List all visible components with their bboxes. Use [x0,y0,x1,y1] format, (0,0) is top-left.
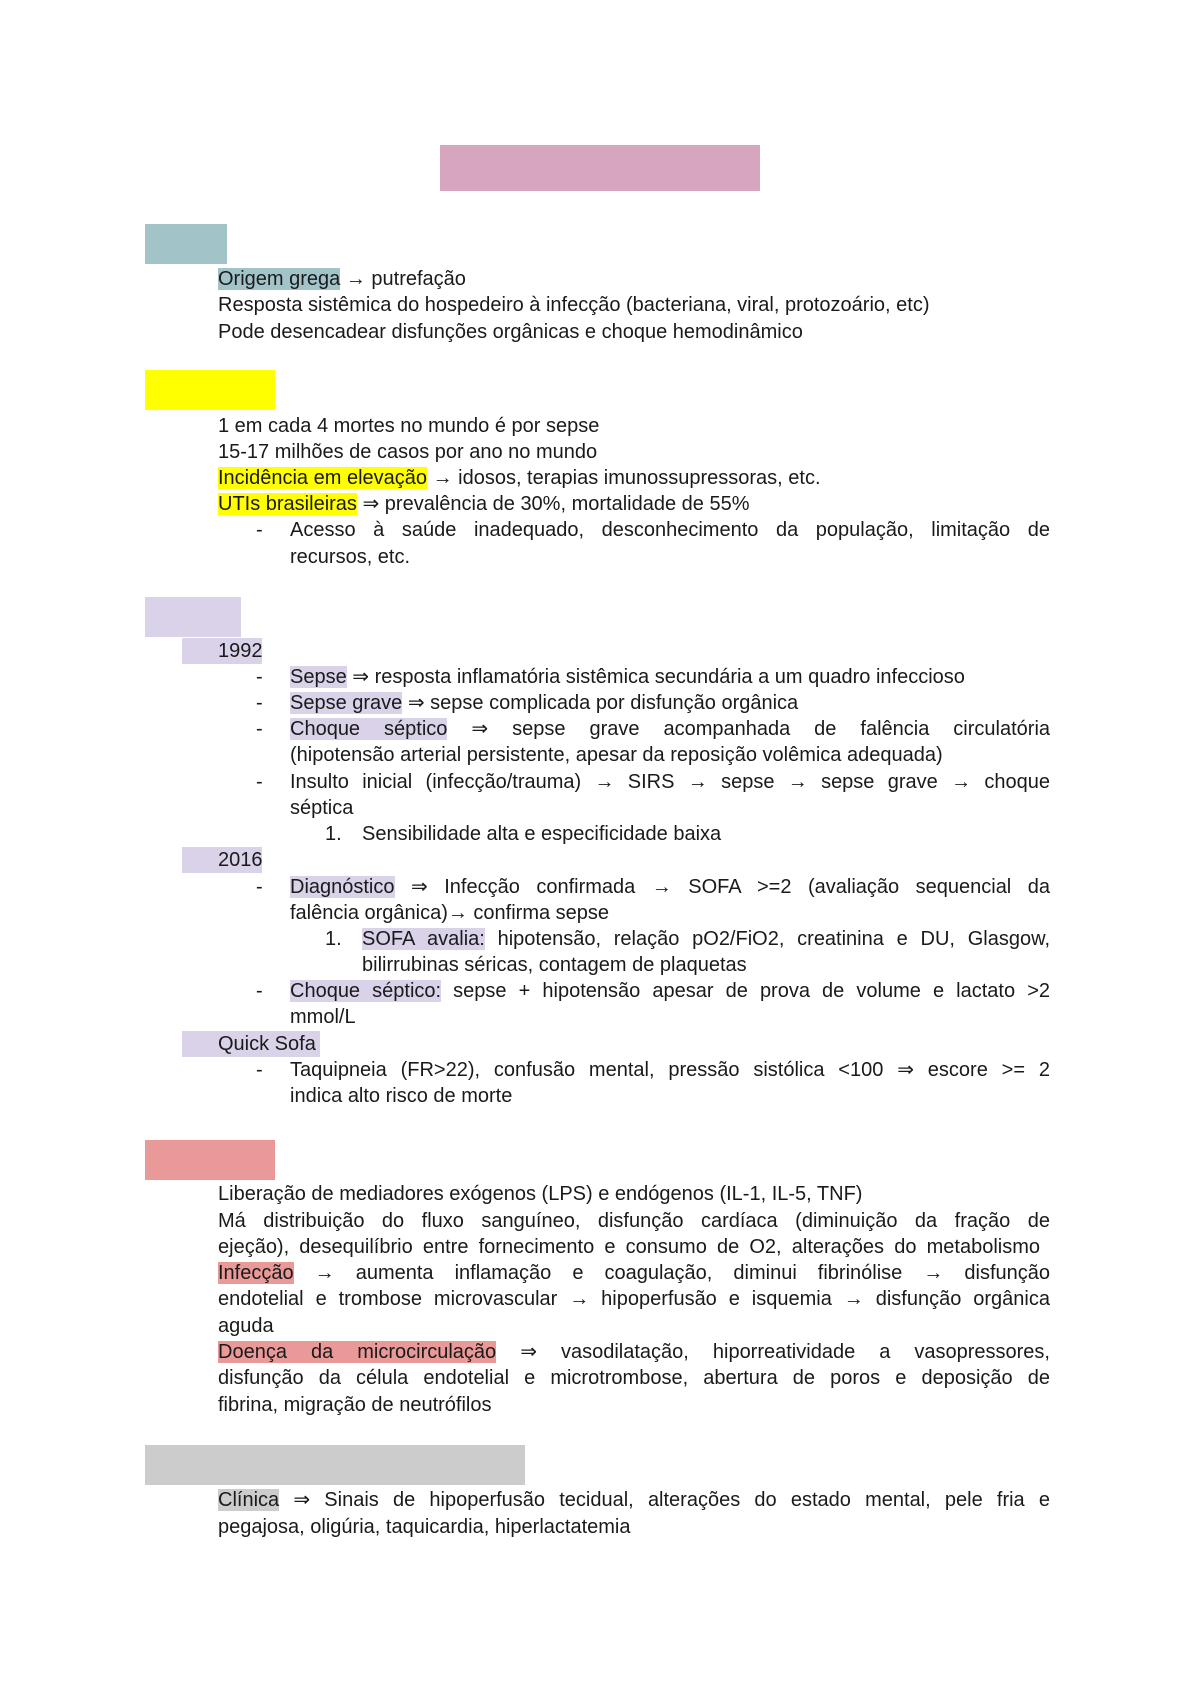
s3-choque-2016 [290,978,1050,1004]
s4-line-3: ejeção), desequilíbrio entre fornecimento e consumo de O2, alterações do metabolismo [218,1236,1040,1258]
bullet-dash: - [256,692,263,714]
s4-line-8: disfunção da célula endotelial e microtrombose, abertura de poros e deposição de [218,1367,1050,1389]
s1-line-3: Pode desencadear disfunções orgânicas e choque hemodinâmico [218,321,803,343]
bullet-dash: - [256,771,263,793]
s3-diagnostico-text: ⇒ Infecção confirmada → SOFA >=2 (avaliação sequencial da [394,876,1050,898]
s2-line-3 [218,465,821,491]
s3-taquipneia-2: indica alto risco de morte [290,1085,513,1107]
year-2016: 2016 [218,849,263,871]
s2-line-3-text: → idosos, terapias imunossupressoras, etc. [427,467,821,489]
s2-dash-1-a: Acesso à saúde inadequado, desconhecimento da população, limitação de [290,519,1050,541]
s2-dash-1-b: recursos, etc. [290,546,411,568]
s3-sepse-grave-text: ⇒ sepse complicada por disfunção orgânica [402,692,799,714]
highlight-sepse-grave: Sepse grave [290,692,403,714]
s5-line-1 [218,1487,1050,1513]
highlight-incidencia: Incidência em elevação [218,467,428,489]
s4-line-6: aguda [218,1315,274,1337]
s3-sepse-grave [290,690,798,716]
year-1992: 1992 [218,640,263,662]
bullet-dash: - [256,980,263,1002]
s5-line-1-text: ⇒ Sinais de hipoperfusão tecidual, alterações do estado mental, pele fria e [279,1489,1050,1511]
highlight-infeccao: Infecção [218,1262,294,1284]
s3-choque [290,716,1050,742]
highlight-choque-2016: Choque séptico: [290,980,442,1002]
s3-sepse-text: ⇒ resposta inflamatória sistêmica secundária a um quadro infeccioso [346,666,965,688]
s3-insulto: Insulto inicial (infecção/trauma) → SIRS → sepse → sepse grave → choque [290,771,1050,793]
highlight-sepse: Sepse [290,666,347,688]
numbered-marker-1: 1. [325,823,342,845]
s3-choque-2: (hipotensão arterial persistente, apesar da reposição volêmica adequada) [290,744,943,766]
section-header-clinical [145,1445,525,1485]
highlight-origem: Origem grega [218,268,341,290]
s3-choque-2016-text: sepse + hipotensão apesar de prova de volume e lactato >2 [441,980,1050,1002]
s3-taquipneia: Taquipneia (FR>22), confusão mental, pressão sistólica <100 ⇒ escore >= 2 [290,1059,1050,1081]
s2-line-4 [218,491,749,517]
s4-line-7-text: ⇒ vasodilatação, hiporreatividade a vasopressores, [496,1341,1050,1363]
highlight-utis: UTIs brasileiras [218,493,357,515]
bullet-dash: - [256,519,263,541]
bullet-dash: - [256,876,263,898]
s2-line-1: 1 em cada 4 mortes no mundo é por sepse [218,415,600,437]
s4-line-5: endotelial e trombose microvascular → hipoperfusão e isquemia → disfunção orgânica [218,1288,1050,1310]
highlight-sofa: SOFA avalia: [362,928,485,950]
bullet-dash: - [256,1059,263,1081]
s5-line-2: pegajosa, oligúria, taquicardia, hiperlactatemia [218,1516,631,1538]
s3-sensibilidade: Sensibilidade alta e especificidade baixa [362,823,722,845]
s1-line-2: Resposta sistêmica do hospedeiro à infecção (bacteriana, viral, protozoário, etc) [218,294,930,316]
numbered-marker-1: 1. [325,928,342,950]
s1-line-1-text: → putrefação [340,268,466,290]
s3-choque-text: ⇒ sepse grave acompanhada de falência circulatória [447,718,1051,740]
bullet-dash: - [256,718,263,740]
s3-sepse [290,664,965,690]
title-block [440,145,760,191]
s3-insulto-2: séptica [290,797,354,819]
quick-sofa: Quick Sofa [218,1033,316,1055]
s3-sofa-text: hipotensão, relação pO2/FiO2, creatinina e DU, Glasgow, [484,928,1050,950]
s4-line-1: Liberação de mediadores exógenos (LPS) e endógenos (IL-1, IL-5, TNF) [218,1183,863,1205]
s4-line-7 [218,1339,1050,1365]
s4-line-9: fibrina, migração de neutrófilos [218,1394,492,1416]
s4-line-2: Má distribuição do fluxo sanguíneo, disfunção cardíaca (diminuição da fração de [218,1210,1050,1232]
s2-line-2: 15-17 milhões de casos por ano no mundo [218,441,598,463]
highlight-doenca-microcirculacao: Doença da microcirculação [218,1341,497,1363]
section-header-pathophysiology [145,1140,275,1180]
s4-line-4 [218,1260,1050,1286]
highlight-diagnostico: Diagnóstico [290,876,395,898]
section-header-epidemiology [145,370,275,410]
s1-line-1 [218,266,466,292]
s3-sofa [362,926,1050,952]
s3-diagnostico-2: falência orgânica)→ confirma sepse [290,902,610,924]
highlight-choque: Choque séptico [290,718,448,740]
s3-choque-2016-2: mmol/L [290,1006,356,1028]
s2-line-4-text: ⇒ prevalência de 30%, mortalidade de 55% [356,493,750,515]
bullet-dash: - [256,666,263,688]
section-header-definitions [145,597,241,637]
s4-line-4-text: → aumenta inflamação e coagulação, diminui fibrinólise → disfunção [293,1262,1050,1284]
highlight-clinica: Clínica [218,1489,280,1511]
s3-sofa-2: bilirrubinas séricas, contagem de plaquetas [362,954,747,976]
section-header-definition [145,224,227,264]
s3-diagnostico [290,874,1050,900]
